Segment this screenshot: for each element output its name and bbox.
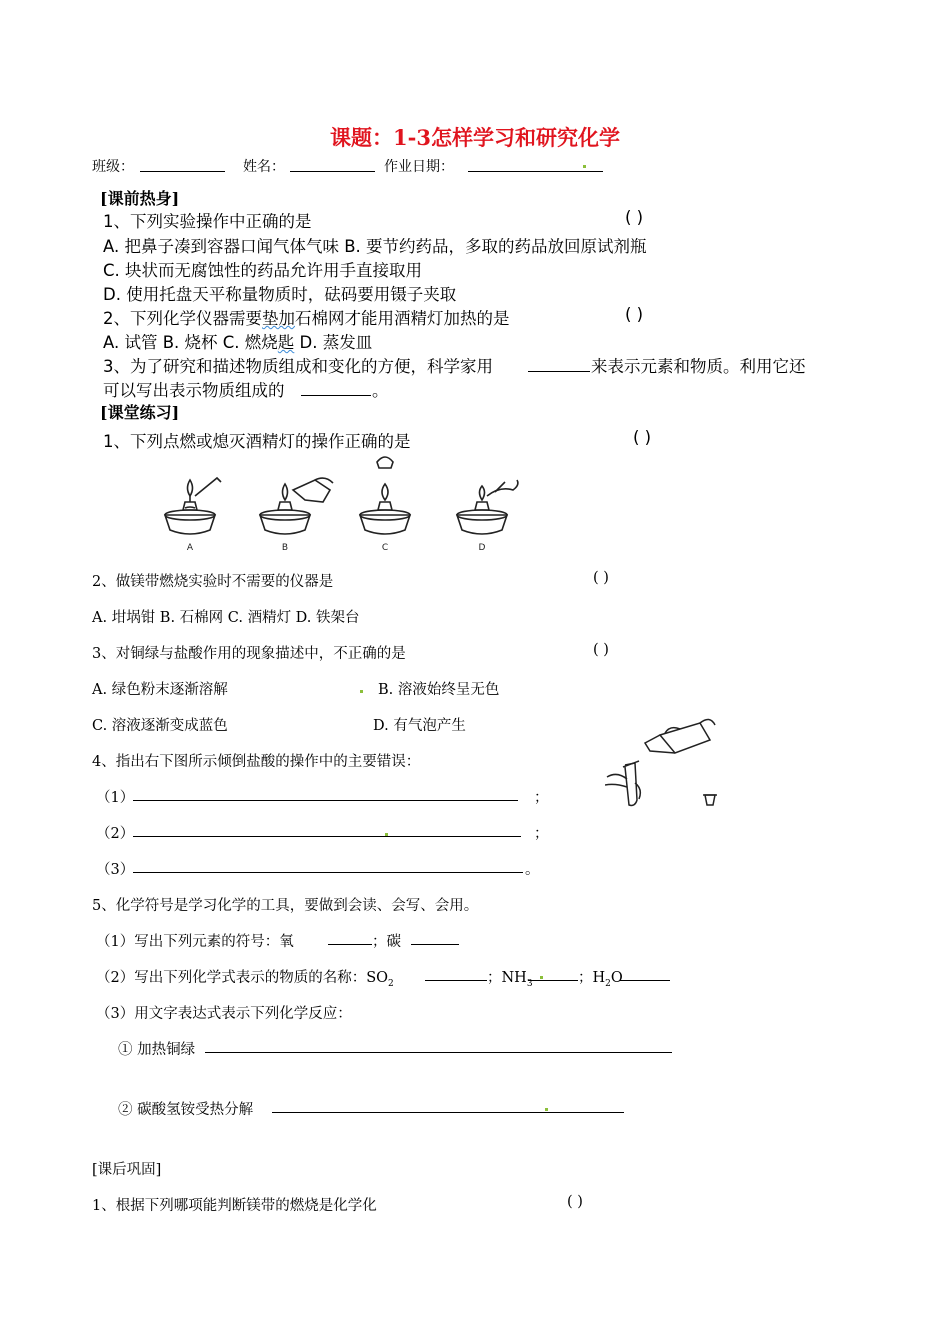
classwork-q5: 5、化学符号是学习化学的工具，要做到会读、会写、会用。 xyxy=(92,898,479,914)
warmup-q2 xyxy=(103,305,510,329)
nh3-subscript: 3 xyxy=(526,978,533,989)
answer-paren[interactable]: ( ) xyxy=(593,642,609,658)
mark-dot xyxy=(360,690,363,693)
warmup-q2-pre: 2、下列化学仪器需要 xyxy=(103,309,262,328)
mark-dot xyxy=(583,165,586,168)
review-q1: 1、根据下列哪项能判断镁带的燃烧是化学化 xyxy=(92,1198,377,1214)
h2o-subscript: 2 xyxy=(605,978,611,989)
section-heading-review: [课后巩固] xyxy=(92,1162,162,1178)
answer-paren[interactable]: ( ) xyxy=(625,305,644,324)
lamp-b-illustration xyxy=(260,478,333,534)
q4-item-1-semicolon: ； xyxy=(534,790,549,806)
mark-dot xyxy=(545,1108,548,1111)
classwork-q2-options: A. 坩埚钳 B. 石棉网 C. 酒精灯 D. 铁架台 xyxy=(92,610,360,626)
reaction-2-label: ② 碳酸氢铵受热分解 xyxy=(118,1102,254,1118)
name-label: 姓名： xyxy=(243,159,285,175)
q5-part2 xyxy=(96,966,394,989)
fig-label-c: C xyxy=(381,543,389,553)
classwork-q3-option-c: C. 溶液逐渐变成蓝色 xyxy=(92,718,228,734)
reaction-1-blank[interactable] xyxy=(205,1052,672,1053)
fig-label-d: D xyxy=(478,543,486,553)
carbon-symbol-blank[interactable] xyxy=(411,944,459,945)
answer-paren[interactable]: ( ) xyxy=(633,428,652,447)
warmup-q1-option-c: C. 块状而无腐蚀性的药品允许用手直接取用 xyxy=(103,261,423,280)
so2-name-blank[interactable] xyxy=(425,980,487,981)
answer-paren[interactable]: ( ) xyxy=(625,208,644,227)
answer-paren[interactable]: ( ) xyxy=(567,1194,583,1210)
warmup-q3-blank2[interactable] xyxy=(301,395,371,396)
q5-part1-pre: （1）写出下列元素的符号：氧 xyxy=(96,934,294,950)
mark-dot xyxy=(540,976,543,979)
lamp-c-illustration xyxy=(360,457,410,534)
section-heading-classwork: [课堂练习] xyxy=(100,403,180,422)
warmup-q3-blank1[interactable] xyxy=(528,371,590,372)
so2-subscript: 2 xyxy=(388,978,394,989)
q5-part2-pre: （2）写出下列化学式表示的物质的名称：SO xyxy=(96,970,389,986)
warmup-q3-line1-pre: 3、为了研究和描述物质组成和变化的方便，科学家用 xyxy=(103,357,493,376)
warmup-q2-options-pre: A. 试管 B. 烧杯 C. 燃烧 xyxy=(103,333,278,352)
warmup-q1-option-ab: A. 把鼻子凑到容器口闻气体气味 B. 要节约药品，多取的药品放回原试剂瓶 xyxy=(103,237,647,256)
h2o-name-blank[interactable] xyxy=(620,980,670,981)
class-label: 班级： xyxy=(92,159,134,175)
pouring-acid-figure xyxy=(605,715,720,815)
class-field[interactable] xyxy=(140,171,225,172)
q4-item-3-period: 。 xyxy=(525,862,540,878)
lamp-a-illustration xyxy=(165,478,221,534)
classwork-q3: 3、对铜绿与盐酸作用的现象描述中，不正确的是 xyxy=(92,646,406,662)
date-field[interactable] xyxy=(468,171,603,172)
q5-part2-o: O xyxy=(610,970,623,986)
classwork-q3-option-d: D. 有气泡产生 xyxy=(373,718,466,734)
q5-part2-nh3 xyxy=(487,966,533,989)
warmup-q2-marked-word: 垫加 xyxy=(262,309,295,328)
q4-item-2-blank[interactable] xyxy=(133,836,521,837)
reaction-1-label: ① 加热铜绿 xyxy=(118,1042,196,1058)
fig-label-b: B xyxy=(281,543,289,553)
q4-item-1-label: （1） xyxy=(96,790,135,806)
warmup-q2-post: 石棉网才能用酒精灯加热的是 xyxy=(295,309,510,328)
q5-part3: （3）用文字表达式表示下列化学反应： xyxy=(96,1006,352,1022)
q5-part1-mid: ；碳 xyxy=(372,934,401,950)
reaction-2-blank[interactable] xyxy=(272,1112,624,1113)
page-title: 课题：1-3怎样学习和研究化学 xyxy=(330,125,620,150)
warmup-q2-options-post: D. 蒸发皿 xyxy=(294,333,373,352)
q4-item-2-label: （2） xyxy=(96,826,135,842)
answer-paren[interactable]: ( ) xyxy=(593,570,609,586)
date-label: 作业日期： xyxy=(384,159,454,175)
q5-part2-h2o xyxy=(578,966,623,989)
oxygen-symbol-blank[interactable] xyxy=(328,944,372,945)
mark-dot xyxy=(385,833,388,836)
classwork-q4: 4、指出右下图所示倾倒盐酸的操作中的主要错误： xyxy=(92,754,421,770)
warmup-q3-line2-post: 。 xyxy=(372,381,389,400)
q4-item-3-blank[interactable] xyxy=(133,872,523,873)
classwork-q3-option-b: B. 溶液始终呈无色 xyxy=(378,682,500,698)
fig-label-a: A xyxy=(186,543,194,553)
warmup-q2-options xyxy=(103,329,372,353)
q5-part2-h: ；H xyxy=(578,970,606,986)
section-heading-warmup: [课前热身] xyxy=(100,189,180,208)
q4-item-2-semicolon: ； xyxy=(534,826,549,842)
q4-item-1-blank[interactable] xyxy=(133,800,518,801)
warmup-q3-line2-pre: 可以写出表示物质组成的 xyxy=(103,381,285,400)
alcohol-lamp-figure xyxy=(155,450,535,555)
warmup-q1-option-d: D. 使用托盘天平称量物质时，砝码要用镊子夹取 xyxy=(103,285,457,304)
warmup-q3-line1-post: 来表示元素和物质。利用它还 xyxy=(591,357,806,376)
q5-part2-nh: ；NH xyxy=(487,970,527,986)
classwork-q3-option-a: A. 绿色粉末逐渐溶解 xyxy=(92,682,228,698)
classwork-q2: 2、做镁带燃烧实验时不需要的仪器是 xyxy=(92,574,334,590)
classwork-q1: 1、下列点燃或熄灭酒精灯的操作正确的是 xyxy=(103,432,411,451)
name-field[interactable] xyxy=(290,171,375,172)
warmup-q1: 1、下列实验操作中正确的是 xyxy=(103,212,312,231)
lamp-d-illustration xyxy=(457,480,518,534)
q4-item-3-label: （3） xyxy=(96,862,135,878)
nh3-name-blank[interactable] xyxy=(528,980,578,981)
warmup-q2-options-marked: 匙 xyxy=(277,333,295,352)
